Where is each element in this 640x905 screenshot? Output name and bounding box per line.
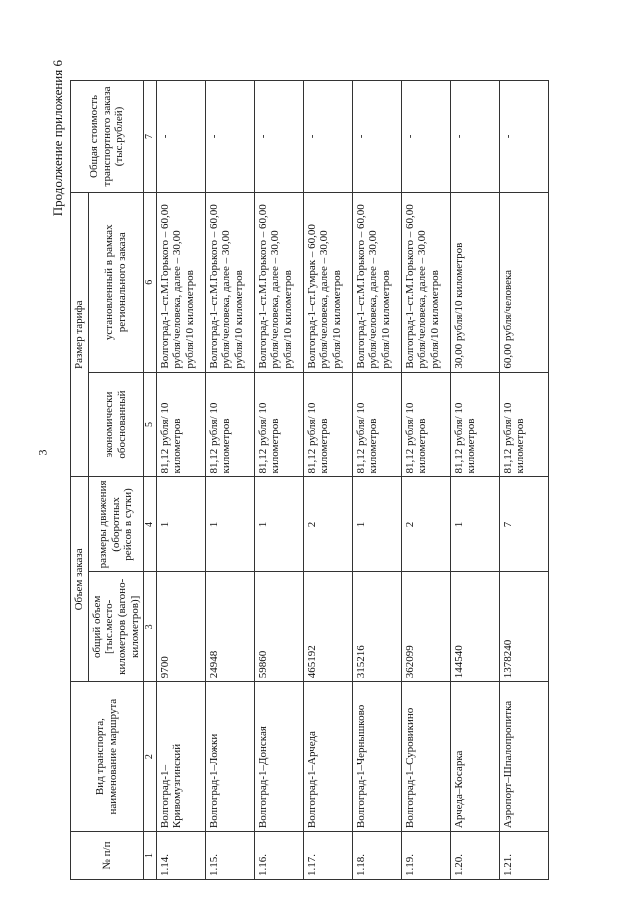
page-number: 3 (35, 449, 50, 456)
table-row (254, 81, 303, 880)
header-tariff-econ: экономически обоснованный (88, 372, 144, 477)
row-trip-size: 1 (156, 477, 205, 572)
row-econ-tariff: 81,12 рубля/ 10 километров (254, 372, 303, 477)
row-econ-tariff: 81,12 рубля/ 10 километров (205, 372, 254, 477)
row-trip-size: 1 (254, 477, 303, 572)
col-number: 6 (144, 192, 157, 372)
row-route: Волгоград-1–Донская (254, 682, 303, 832)
header-volume-size: размеры движения (оборотных рейсов в сутки) (88, 477, 144, 572)
table-row (156, 81, 205, 880)
row-econ-tariff: 81,12 рубля/ 10 километров (499, 372, 548, 477)
header-tariff-group: Размер тарифа (71, 192, 89, 477)
row-num: 1.16. (254, 832, 303, 880)
row-econ-tariff: 81,12 рубля/ 10 километров (303, 372, 352, 477)
col-number: 7 (144, 81, 157, 193)
row-cost: - (303, 81, 352, 193)
row-cost: - (254, 81, 303, 193)
transport-order-table (70, 80, 549, 880)
row-cost: - (205, 81, 254, 193)
row-route: Волгоград-1–Суровикино (401, 682, 450, 832)
row-trip-size: 2 (401, 477, 450, 572)
header-volume-group: Объем заказа (71, 477, 89, 682)
table-row (401, 81, 450, 880)
row-regional-tariff: Волгоград-1–ст.Гумрак – 60,00 рубля/человека, далее – 30,00 рубля/10 километров (303, 192, 352, 372)
row-route: Волгоград-1–Ложки (205, 682, 254, 832)
row-cost: - (499, 81, 548, 193)
row-total-volume: 59860 (254, 572, 303, 682)
row-regional-tariff: Волгоград-1–ст.М.Горького – 60,00 рубля/человека, далее – 30,00 рубля/10 километров (156, 192, 205, 372)
row-num: 1.14. (156, 832, 205, 880)
table-row (352, 81, 401, 880)
row-regional-tariff: 60,00 рубля/человека (499, 192, 548, 372)
continuation-title: Продолжение приложения 6 (50, 60, 65, 217)
row-cost: - (156, 81, 205, 193)
row-num: 1.15. (205, 832, 254, 880)
header-route: Вид транспорта, наименование маршрута (71, 682, 144, 832)
row-total-volume: 9700 (156, 572, 205, 682)
row-route: Арчеда–Косарка (450, 682, 499, 832)
row-regional-tariff: Волгоград-1–ст.М.Горького – 60,00 рубля/человека, далее – 30,00 рубля/10 километров (401, 192, 450, 372)
row-route: Волгоград-1–Чернышково (352, 682, 401, 832)
row-trip-size: 2 (303, 477, 352, 572)
table-row (205, 81, 254, 880)
row-econ-tariff: 81,12 рубля/ 10 километров (352, 372, 401, 477)
row-total-volume: 144540 (450, 572, 499, 682)
col-number: 5 (144, 372, 157, 477)
row-route: Волгоград-1–Кривомузгинский (156, 682, 205, 832)
col-number: 1 (144, 832, 157, 880)
row-num: 1.21. (499, 832, 548, 880)
col-number: 2 (144, 682, 157, 832)
row-trip-size: 1 (352, 477, 401, 572)
row-cost: - (352, 81, 401, 193)
row-econ-tariff: 81,12 рубля/ 10 километров (156, 372, 205, 477)
row-regional-tariff: Волгоград-1–ст.М.Горького – 60,00 рубля/человека, далее – 30,00 рубля/10 километров (254, 192, 303, 372)
col-number: 4 (144, 477, 157, 572)
row-regional-tariff: 30,00 рубля/10 километров (450, 192, 499, 372)
row-econ-tariff: 81,12 рубля/ 10 километров (450, 372, 499, 477)
row-total-volume: 315216 (352, 572, 401, 682)
header-volume-total: общий объем [тыс.место-километров (вагоно-километров)] (88, 572, 144, 682)
row-num: 1.20. (450, 832, 499, 880)
row-total-volume: 465192 (303, 572, 352, 682)
row-total-volume: 1378240 (499, 572, 548, 682)
row-trip-size: 1 (450, 477, 499, 572)
header-tariff-reg: установленный в рамках регионального заказа (88, 192, 144, 372)
row-trip-size: 1 (205, 477, 254, 572)
row-cost: - (450, 81, 499, 193)
table-row (303, 81, 352, 880)
row-num: 1.19. (401, 832, 450, 880)
row-total-volume: 24948 (205, 572, 254, 682)
row-cost: - (401, 81, 450, 193)
col-number: 3 (144, 572, 157, 682)
row-num: 1.18. (352, 832, 401, 880)
table-row (499, 81, 548, 880)
row-regional-tariff: Волгоград-1–ст.М.Горького – 60,00 рубля/человека, далее – 30,00 рубля/10 километров (352, 192, 401, 372)
row-route: Аэропорт–Шпалопропитка (499, 682, 548, 832)
row-trip-size: 7 (499, 477, 548, 572)
column-number-row (144, 81, 157, 880)
table-row (450, 81, 499, 880)
header-num: № п/п (71, 832, 144, 880)
row-num: 1.17. (303, 832, 352, 880)
row-total-volume: 362099 (401, 572, 450, 682)
row-regional-tariff: Волгоград-1–ст.М.Горького – 60,00 рубля/человека, далее – 30,00 рубля/10 километров (205, 192, 254, 372)
rotated-page (50, 60, 640, 880)
row-econ-tariff: 81,12 рубля/ 10 километров (401, 372, 450, 477)
header-cost: Общая стоимость транспортного заказа (тыс.рублей) (71, 81, 144, 193)
row-route: Волгоград-1–Арчеда (303, 682, 352, 832)
